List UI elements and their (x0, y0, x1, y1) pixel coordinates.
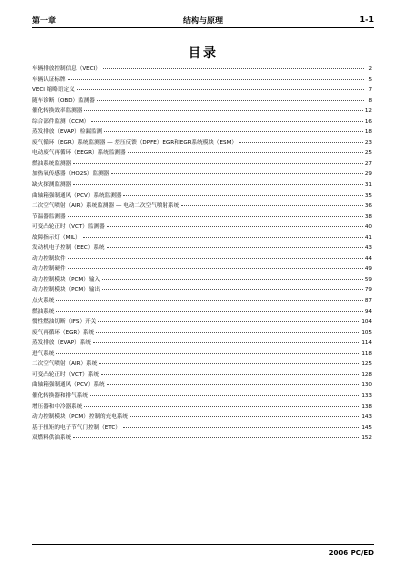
toc-entry-page: 133 (361, 392, 372, 399)
toc-entry-page: 128 (361, 371, 372, 378)
toc-entry-page: 114 (361, 340, 372, 347)
toc-entry-page: 2 (368, 66, 372, 72)
toc-dot-leader (73, 184, 363, 185)
toc-entry-title: 废气循环（EGR）系统监测器 — 差压反馈（DPFE）EGR和EGR系统模块（ESM） (32, 139, 238, 146)
footer-edition: 2006 PC/ED (328, 549, 374, 557)
toc-dot-leader (56, 300, 362, 301)
toc-entry-page: 31 (364, 182, 372, 189)
toc-entry-title: 进气系统 (32, 350, 55, 357)
toc-entry-page: 43 (364, 245, 372, 252)
toc-entry-page: 44 (364, 255, 372, 262)
toc-dot-leader (84, 110, 363, 111)
toc-dot-leader (181, 205, 363, 206)
toc-entry-page: 138 (361, 403, 372, 410)
toc-entry-page: 87 (364, 298, 372, 305)
toc-dot-leader (123, 427, 359, 428)
toc-dot-leader (73, 437, 359, 438)
toc-entry-title: 综合部件监测（CCM） (32, 118, 90, 125)
toc-entry-page: 38 (364, 213, 372, 220)
toc-entry[interactable] (32, 201, 372, 212)
toc-entry-page: 5 (368, 76, 372, 83)
toc-entry-page: 27 (364, 160, 372, 167)
toc-entry[interactable] (32, 180, 372, 191)
toc-entry[interactable] (32, 148, 372, 159)
toc-dot-leader (68, 268, 363, 269)
toc-entry-page: 16 (364, 118, 372, 125)
toc-entry-title: 点火系统 (32, 298, 55, 305)
toc-entry-page: 36 (364, 203, 372, 210)
toc-dot-leader (102, 279, 363, 280)
toc-entry-page: 29 (364, 171, 372, 178)
toc-dot-leader (102, 289, 363, 290)
toc-entry-title: 随车诊断（OBD）监测器 (32, 97, 95, 104)
section-title: 结构与原理 (183, 16, 223, 25)
toc-entry-page: 12 (364, 108, 372, 115)
toc-dot-leader (104, 131, 363, 132)
toc-entry-title: 双燃料供油系统 (32, 435, 72, 442)
toc-dot-leader (73, 163, 363, 164)
toc-entry[interactable] (32, 359, 372, 370)
toc-entry[interactable] (32, 243, 372, 254)
toc-entry-title: 蒸发排放（EVAP）系统 (32, 340, 91, 347)
toc-dot-leader (107, 384, 360, 385)
toc-entry-page: 25 (364, 150, 372, 157)
toc-entry-title: 动力控制模块（PCM）输入 (32, 276, 101, 283)
toc-entry-title: 可变凸轮正时（VCT）系统 (32, 371, 100, 378)
toc-entry-title: 燃油系统 (32, 308, 55, 315)
chapter-label: 第一章 (32, 16, 56, 25)
toc-entry-page: 152 (361, 435, 372, 442)
toc-entry-page: 130 (361, 382, 372, 389)
toc-entry-title: 车辆排放控制信息（VECI） (32, 66, 101, 72)
toc-entry-title: 动力控制软件 (32, 255, 66, 262)
toc-entry-title: 燃油系统监测器 (32, 160, 72, 167)
toc-entry-page: 23 (364, 139, 372, 146)
toc-entry-title: 动力控制模块（PCM）控制的充电系统 (32, 414, 129, 421)
toc-entry-title: 催化转换器和排气系统 (32, 392, 88, 399)
toc-entry-title: 废气再循环（EGR）系统 (32, 329, 95, 336)
toc-dot-leader (103, 68, 364, 69)
toc-entry-title: 动力控制硬件 (32, 266, 66, 273)
toc-entry[interactable] (32, 127, 372, 138)
toc-entry[interactable] (32, 222, 372, 233)
toc-entry-page: 35 (364, 192, 372, 199)
toc-entry-page: 79 (364, 287, 372, 294)
toc-dot-leader (98, 321, 359, 322)
toc-dot-leader (84, 406, 359, 407)
toc-entry[interactable] (32, 85, 372, 96)
toc-entry[interactable] (32, 191, 372, 202)
toc-entry[interactable] (32, 75, 372, 86)
toc-entry-title: 增压器和中冷器系统 (32, 403, 83, 410)
toc-entry-page: 104 (361, 319, 372, 326)
toc-dot-leader (123, 195, 362, 196)
toc-entry-page: 105 (361, 329, 372, 336)
toc-entry[interactable] (32, 349, 372, 360)
toc-dot-leader (56, 311, 362, 312)
toc-entry-title: VECI 缩略语定义 (32, 87, 75, 94)
toc-entry-title: 可变凸轮正时（VCT）监测器 (32, 224, 105, 231)
toc-entry[interactable] (32, 285, 372, 296)
toc-entry[interactable] (32, 275, 372, 286)
toc-entry-title: 故障指示灯（MIL） (32, 234, 81, 241)
toc-dot-leader (130, 416, 359, 417)
toc-heading: 目录 (187, 46, 218, 61)
toc-entry[interactable] (32, 317, 372, 328)
toc-entry[interactable] (32, 296, 372, 307)
toc-entry[interactable] (32, 370, 372, 381)
toc-dot-leader (77, 89, 364, 90)
toc-entry[interactable] (32, 391, 372, 402)
toc-entry-title: 发动机电子控制（EEC）系统 (32, 245, 105, 252)
toc-entry-page: 59 (364, 276, 372, 283)
toc-entry[interactable] (32, 338, 372, 349)
toc-entry-page: 49 (364, 266, 372, 273)
toc-dot-leader (90, 395, 359, 396)
toc-entry[interactable] (32, 159, 372, 170)
toc-dot-leader (96, 332, 359, 333)
toc-dot-leader (101, 374, 359, 375)
table-of-contents (32, 64, 372, 444)
toc-entry[interactable] (32, 433, 372, 444)
toc-entry[interactable] (32, 328, 372, 339)
toc-dot-leader (107, 226, 363, 227)
toc-entry[interactable] (32, 264, 372, 275)
header-divider (32, 27, 374, 28)
toc-entry-title: 动力控制模块（PCM）输出 (32, 287, 101, 294)
toc-entry[interactable] (32, 169, 372, 180)
toc-entry-page: 7 (368, 87, 372, 94)
toc-dot-leader (93, 342, 359, 343)
toc-entry[interactable] (32, 117, 372, 128)
toc-dot-leader (99, 363, 359, 364)
toc-entry-title: 车辆认证标牌 (32, 76, 66, 83)
toc-entry-title: 蒸发排放（EVAP）检漏监测 (32, 129, 103, 136)
toc-dot-leader (128, 152, 363, 153)
toc-entry-page: 145 (361, 424, 372, 431)
toc-entry-title: 惯性燃油切断（IFS）开关 (32, 319, 97, 326)
toc-entry-title: 催化转换效率监测器 (32, 108, 83, 115)
toc-dot-leader (107, 247, 363, 248)
toc-entry[interactable] (32, 233, 372, 244)
toc-dot-leader (83, 237, 363, 238)
toc-dot-leader (68, 258, 363, 259)
toc-dot-leader (97, 100, 364, 101)
toc-dot-leader (68, 79, 364, 80)
page-header (32, 11, 374, 27)
toc-dot-leader (56, 353, 359, 354)
footer-divider (32, 544, 374, 545)
toc-entry-page: 40 (364, 224, 372, 231)
toc-entry-title: 曲轴箱强制通风（PCV）系统监测器 (32, 192, 122, 199)
toc-entry-title: 基于扭矩的电子节气门控制（ETC） (32, 424, 121, 431)
toc-dot-leader (68, 216, 363, 217)
toc-entry[interactable] (32, 423, 372, 434)
toc-entry[interactable] (32, 402, 372, 413)
toc-entry[interactable] (32, 212, 372, 223)
toc-entry-page: 118 (361, 350, 372, 357)
toc-entry-page: 18 (364, 129, 372, 136)
toc-entry-title: 曲轴箱强制通风（PCV）系统 (32, 382, 105, 389)
toc-dot-leader (111, 173, 363, 174)
toc-entry[interactable] (32, 138, 372, 149)
toc-entry-page: 143 (361, 414, 372, 421)
toc-entry-title: 节温器监测器 (32, 213, 66, 220)
toc-dot-leader (239, 142, 363, 143)
toc-entry[interactable] (32, 106, 372, 117)
toc-dot-leader (91, 121, 362, 122)
toc-entry-page: 41 (364, 234, 372, 241)
toc-entry-title: 电动废气再循环（EEGR）系统监测器 (32, 150, 126, 157)
toc-entry-title: 缺火探测监测器 (32, 182, 72, 189)
toc-entry-page: 125 (361, 361, 372, 368)
toc-entry[interactable] (32, 307, 372, 318)
toc-entry[interactable] (32, 380, 372, 391)
toc-entry-page: 8 (368, 97, 372, 104)
toc-entry-title: 二次空气喷射（AIR）系统 (32, 361, 98, 368)
toc-entry[interactable] (32, 254, 372, 265)
toc-entry[interactable] (32, 412, 372, 423)
toc-entry[interactable] (32, 96, 372, 107)
toc-entry-page: 94 (364, 308, 372, 315)
toc-entry-title: 加热氧传感器（HO2S）监测器 (32, 171, 110, 178)
page-number: 1-1 (359, 15, 374, 24)
toc-entry-title: 二次空气喷射（AIR）系统监测器 — 电动二次空气喷射系统 (32, 203, 180, 210)
toc-entry[interactable] (32, 64, 372, 75)
